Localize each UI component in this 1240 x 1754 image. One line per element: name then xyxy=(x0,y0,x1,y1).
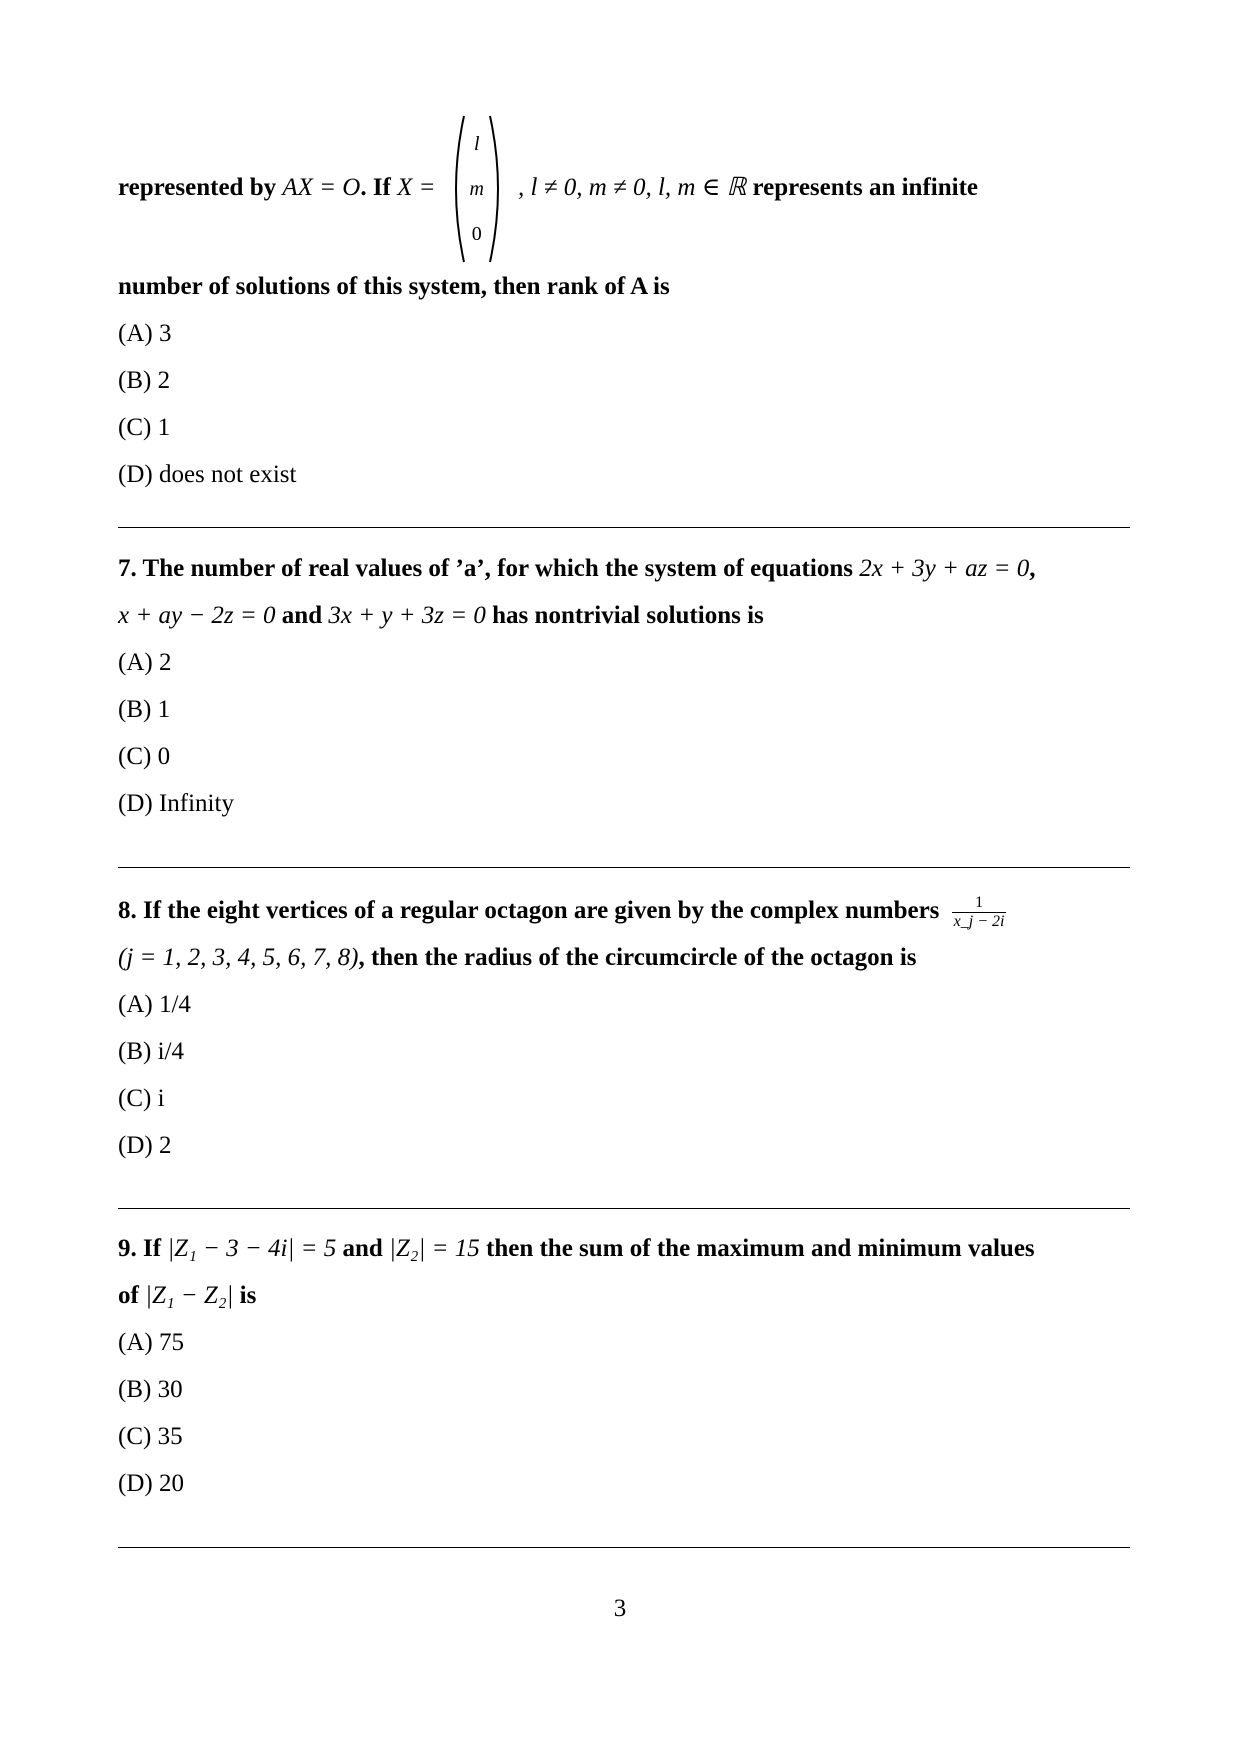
q7-text-4: has nontrivial solutions is xyxy=(492,602,764,629)
q7-math-1: 2x + 3y + az = 0 xyxy=(859,555,1030,582)
q7-text-2: , xyxy=(1029,555,1036,582)
option-a: (A) 1/4 xyxy=(118,991,191,1018)
q7-math-3: 3x + y + 3z = 0 xyxy=(328,602,486,629)
option-d: (D) Infinity xyxy=(118,790,234,817)
option-a: (A) 2 xyxy=(118,649,172,676)
question-8 xyxy=(118,887,1130,1169)
option-a: (A) 3 xyxy=(118,320,172,347)
option-c: (C) 1 xyxy=(118,414,171,441)
option-c: (C) 0 xyxy=(118,743,171,770)
option-b: (B) 1 xyxy=(118,696,171,723)
q6-text-1: represented by xyxy=(118,174,277,201)
q9-text-5: is xyxy=(239,1282,257,1309)
q9-text-1: 9. If xyxy=(118,1235,162,1262)
fraction-numerator: 1 xyxy=(952,894,1007,913)
divider xyxy=(118,867,1130,868)
q6-math-3: , l ≠ 0, m ≠ 0, l, m ∈ ℝ xyxy=(518,174,747,201)
fraction xyxy=(952,894,1007,931)
page-number: 3 xyxy=(613,1595,627,1622)
option-d: (D) does not exist xyxy=(118,461,297,488)
q8-text-2: , then the radius of the circumcircle of the octagon is xyxy=(358,944,917,971)
q9-math-3: |Z₁ − Z₂| xyxy=(145,1282,234,1309)
divider xyxy=(118,1547,1130,1548)
question-8-line-1 xyxy=(118,887,1130,934)
option-b: (B) 2 xyxy=(118,367,171,394)
matrix-entry: 0 xyxy=(471,223,482,246)
question-9-line-2 xyxy=(118,1272,1130,1319)
q9-math-2: |Z₂| = 15 xyxy=(389,1235,480,1262)
option-a: (A) 75 xyxy=(118,1329,184,1356)
q6-math-2: X = xyxy=(397,174,436,201)
q8-math-1: (j = 1, 2, 3, 4, 5, 6, 7, 8) xyxy=(118,944,359,971)
question-9-line-1 xyxy=(118,1225,1130,1272)
q9-text-4: of xyxy=(118,1282,139,1309)
option-b: (B) i/4 xyxy=(118,1038,184,1065)
divider xyxy=(118,1208,1130,1209)
option-b: (B) 30 xyxy=(118,1376,183,1403)
fraction-denominator: x_j − 2i xyxy=(953,912,1005,930)
q7-text-3: and xyxy=(281,602,323,629)
q7-math-2: x + ay − 2z = 0 xyxy=(118,602,276,629)
option-d: (D) 20 xyxy=(118,1470,184,1497)
column-vector xyxy=(450,114,504,264)
divider xyxy=(118,527,1130,528)
q6-text-2: . If xyxy=(360,174,391,201)
question-6-line-2: number of solutions of this system, then rank of A is xyxy=(118,273,670,300)
question-7 xyxy=(118,545,1130,827)
option-c: (C) 35 xyxy=(118,1423,183,1450)
q9-math-1: |Z₁ − 3 − 4i| = 5 xyxy=(167,1235,337,1262)
question-9 xyxy=(118,1225,1130,1507)
q6-text-3: represents an infinite xyxy=(752,174,978,201)
question-6-line-1 xyxy=(118,113,1130,263)
matrix-entry: m xyxy=(469,178,484,201)
option-d: (D) 2 xyxy=(118,1132,172,1159)
q9-text-2: and xyxy=(342,1235,383,1262)
q7-text-1: 7. The number of real values of ’a’, for which the system of equations xyxy=(118,555,853,582)
question-6 xyxy=(118,113,1130,498)
q8-text-1: 8. If the eight vertices of a regular octagon are given by the complex numbers xyxy=(118,897,940,924)
option-c: (C) i xyxy=(118,1085,165,1112)
question-8-line-2 xyxy=(118,934,1130,981)
q9-text-3: then the sum of the maximum and minimum values xyxy=(486,1235,1035,1262)
q6-math-1: AX = O xyxy=(282,174,361,201)
question-7-line-1 xyxy=(118,545,1130,592)
question-7-line-2 xyxy=(118,592,1130,639)
matrix-entry: l xyxy=(474,133,480,156)
